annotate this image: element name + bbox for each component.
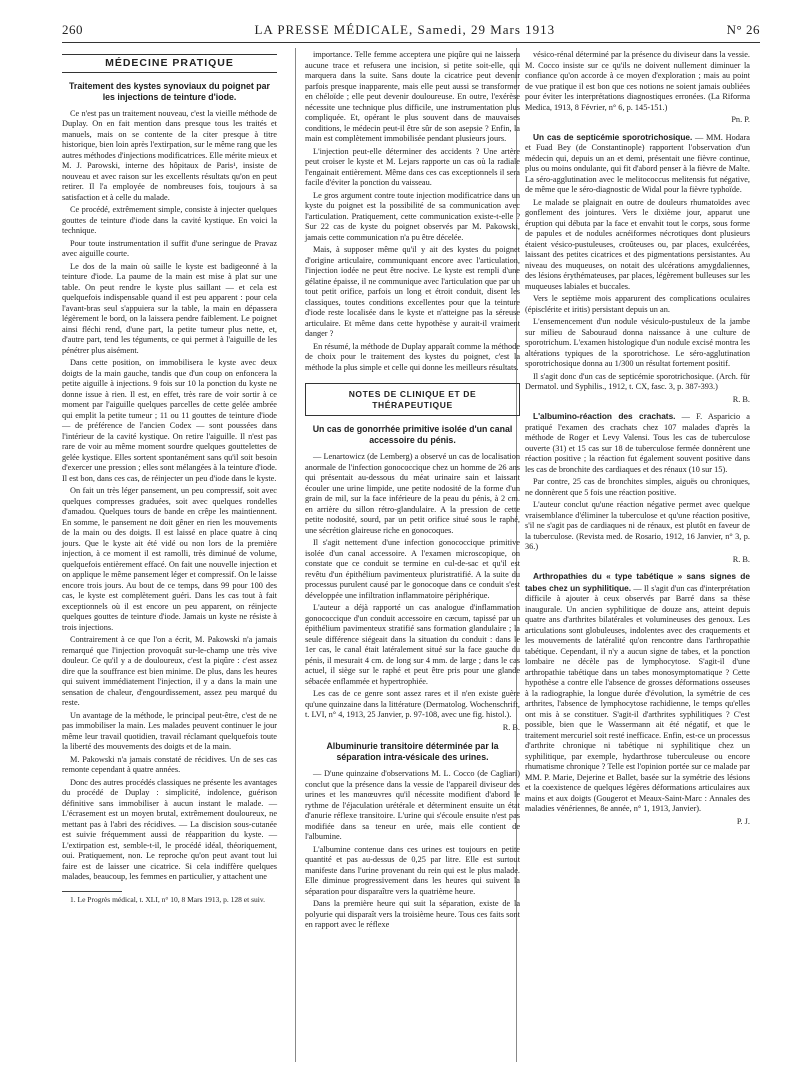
note-body: — MM. Hodara et Fuad Bey (de Constantinople) rapportent l'observation d'un médecin qui, depuis un an et demi, présentait une fièvre continue, plus ou moins ondulante, qui fit d'abord penser à la fièvre de Malte. La séro-agglutination avec le melitococcus melitensis fut négative, de même que le séro-diagnostic de Widal pour la fièvre typhoïde.	[525, 132, 750, 194]
paragraph: L'ensemencement d'un nodule vésiculo-pustuleux de la jambe sur milieu de Sabouraud donna naissance à une culture de sporotrichum. L'examen histologique d'un nodule excisé montra les altérations typiques de la sporotrichose. Le séro-agglutination sporotrichosique donna au 1/300 un résultat fortement positif.	[525, 317, 750, 368]
note-title: Un cas de septicémie sporotrichosique.	[533, 131, 693, 142]
author-signature: R. B.	[732, 554, 750, 564]
running-header	[62, 20, 760, 40]
paragraph: Le gros argument contre toute injection modificatrice dans un kyste du poignet est la possibilité de sa communication avec l'articulation. Pratiquement, cette communication existe-t-elle ? Sur 22 cas de kyste du poignet observés par M. Pakowski, jamais cette communication n'a pu être décelée.	[305, 190, 520, 242]
paragraph: Par contre, 25 cas de bronchites simples, aiguës ou chroniques, ne donnèrent que 5 fois une réaction positive.	[525, 477, 750, 497]
note-title: L'albumino-réaction des crachats.	[533, 411, 676, 421]
note-title: Un cas de gonorrhée primitive isolée d'un canal accessoire du pénis.	[312, 424, 513, 445]
paragraph: Un avantage de la méthode, le principal peut-être, c'est de ne pas immobiliser la main. Les malades peuvent continuer le jour même leur travail quotidien, travail réclamant quelquefois toute la liberté des mouvements des doigts et de la main.	[62, 710, 277, 751]
paragraph: Pour toute instrumentation il suffit d'une seringue de Pravaz avec aiguille courte.	[62, 238, 277, 258]
paragraph: Mais, à supposer même qu'il y ait des kystes du poignet d'origine articulaire, communiquant encore avec l'articulation, l'injection iodée ne peut être nocive. Le kyste est rempli d'une gélatine épaisse, il ne communique avec l'articulation que par un tout petit orifice, parfois un long et étroit conduit, disent les classiques, toutes conditions excellentes pour que la teinture d'iode reste localisée dans le kyste et n'atteigne pas la séreuse articulaire. Et même dans cette hypothèse y aurait-il vraiment danger ?	[305, 245, 520, 338]
footnote-rule	[62, 891, 122, 892]
paragraph: — Lenartowicz (de Lemberg) a observé un cas de localisation anormale de l'infection gonococcique chez un homme de 26 ans qui présentait au-dessous du méat urinaire sain et laissant écouler une urine limpide, une petite nodosité de la forme d'un grain de mil, sur la face inférieure de la peau du pénis, à 2 cm. en arrière du sillon rétro-glandulaire. A la pression de cette petite nodosité, sourd, par un petit orifice situé sous le raphé, une sécrétion glaireuse riche en gonocoques.	[305, 452, 520, 535]
column-3	[525, 50, 750, 833]
paragraph: Le dos de la main où saille le kyste est badigeonné à la teinture d'iode. La paume de la main est mise à plat sur une table. On peut rendre le kyste plus saillant — et cela est quelquefois indispensable quand il est peu apparent : pour cela l'avant-bras seul s'appuiera sur la table, la main en dépassera légèrement le bord, on la laissera pendre faiblement. Le poignet ainsi fléchi rend, d'une part, la petite tumeur plus nette, et, d'autre part, tend les téguments, ce qui permet à l'aiguille de les pénétrer plus aisément.	[62, 261, 277, 355]
column-divider	[295, 48, 296, 1062]
paragraph: En résumé, la méthode de Duplay apparaît comme la méthode de choix pour le traitement des kystes du poignet, c'est la méthode la plus simple et celle qui donne les meilleurs résultats.	[305, 341, 520, 372]
author-signature: R. B.	[732, 394, 750, 404]
note-body: — F. Asparicio a pratiqué l'examen des crachats chez 107 malades d'après la méthode de Roger et Levy Valensi. Tous les cas de tuberculose ouverte (31) et 15 cas sur 18 de tuberculose fermée donnèrent une réaction positive ; la réaction fut également souvent positive dans les cas de bronchite des cardiaques et des rénaux (10 sur 15).	[525, 412, 750, 474]
column-1	[62, 50, 277, 906]
issue-number: N° 26	[726, 22, 760, 37]
author-signature: P. J.	[736, 816, 750, 826]
paragraph: vésico-rénal déterminé par la présence du diviseur dans la vessie. M. Cocco insiste sur ce qu'ils ne doivent nullement diminuer la confiance qu'on accorde à ce moyen d'exploration ; mais au point de vue pratique il est bon que ces notions ne soient jamais oubliées pour éviter les interprétations diagnostiques erronées. (La Riforma Medica, 1913, 8 Février, n° 6, p. 145-151.)	[525, 50, 750, 112]
paragraph: Le malade se plaignait en outre de douleurs rhumatoïdes avec gonflement des jointures. Vers le dixième jour, apparut une éruption qui débuta par la face et envahit tout le corps, sous forme de papules et de nodules acnéiformes nécrotiques dont plusieurs étaient vésico-pustuleuses, croûteuses ou, par places, exulcérées, laissant des petites cicatrices et des pigmentations persistantes. Au niveau des muqueuses, on notait des ulcérations amygdaliennes, des lésions érythémateuses, par places, légèrement bulleuses sur les muqueuses labiales et buccales.	[525, 197, 750, 291]
paragraph: L'auteur a déjà rapporté un cas analogue d'inflammation gonococcique d'un conduit accessoire en cæcum, tapissé par un épithélium pavimenteux stratifié sans formation glandulaire ; la seule différence siégeait dans la situation du conduit : dans le 1er cas, le canal était latéralement situé sur la face gauche du pénis, il mesurait 4 cm. de long sur 4 mm. de large ; dans le cas actuel, il siège sur le raphé et peut être pris pour une glande sébacée enflammée et hypertrophiée.	[305, 603, 520, 686]
paragraph: On fait un très léger pansement, un peu compressif, soit avec quelques compresses graduées, soit avec quelques rondelles d'amadou. Quelques tours de bande en crêpe les maintiennent. En somme, le pansement ne doit gêner en rien les mouvements de la main ou des doigts. Il est laissé en place quatre à cinq jours. Que le kyste ait été vidé ou non lors de la première injection, à ce moment il est ramolli, très diminué de volume, quelquefois entièrement effacé. On fait une nouvelle injection et on applique le même pansement léger et compressif. On le laisse encore trois jours. Au bout de ce temps, dans 99 pour 100 des cas, le kyste est complètement guéri. Dans les cas tout à fait exceptionnels où il est encore un peu apparent, on réinjecte quelques gouttes de teinture d'iode. Jamais un kyste ne résiste à trois injections.	[62, 486, 277, 632]
paragraph: Dans la première heure qui suit la séparation, existe de la polyurie qui disparaît vers la troisième heure. Tous ces faits sont en rapport avec le réflexe	[305, 899, 520, 929]
paragraph: Ce procédé, extrêmement simple, consiste à injecter quelques gouttes de teinture d'iode dans la cavité kystique. En voici la technique.	[62, 205, 277, 235]
article-title: Traitement des kystes synoviaux du poignet par les injections de teinture d'iode.	[69, 80, 270, 102]
paragraph: L'albumine contenue dans ces urines est toujours en petite quantité et pas au-dessus de 0,25 par litre. Elle est surtout manifeste dans l'urine provenant du rein qui est le plus malade. Elle diminue progressivement dans les heures qui suivent la séparation pour disparaître vers la quatrième heure.	[305, 844, 520, 896]
author-signature: Pn. P.	[731, 115, 750, 124]
paragraph: Vers le septième mois apparurent des complications oculaires (épisclérite et iritis) persistant depuis un an.	[525, 294, 750, 314]
note-title: Albuminurie transitoire déterminée par la séparation intra-vésicale des urines.	[326, 741, 499, 762]
paragraph: importance. Telle femme acceptera une piqûre qui ne laissera aucune trace et refusera une incision, si petite soit-elle, qui marquera dans la suite. Sans doute la cicatrice peut devenir parfois presque inapparente, mais elle peut aussi se transformer en chéloïde ; elle peut devenir douloureuse. En outre, l'exérèse nécessite une technique plus difficile, une instrumentation plus compliquée. Et, opérant le plus souvent dans de mauvaises conditions, le médecin peut-il être sûr de son asepsie ? Enfin, la main est complètement immobilisée pendant plusieurs jours.	[305, 50, 520, 143]
paragraph: Les cas de ce genre sont assez rares et il n'en existe guère qu'une quinzaine dans la littérature (Dermatolog. Wochenschrift, t. LVI, n° 4, 1913, 25 Janvier, p. 97-108, avec une fig. histol.).	[305, 689, 520, 719]
paragraph: Il s'agit nettement d'une infection gonococcique primitive isolée d'un canal accessoire. A l'examen microscopique, on constate que ce conduit se termine en cul-de-sac et qu'il est revêtu d'un épithélium pavimenteux pluristratifié. A la suite du processus purulent causé par le gonocoque dans ce conduit s'est développée une infiltration inflammatoire périphérique.	[305, 538, 520, 600]
paragraph: Donc des autres procédés classiques ne présente les avantages du procédé de Duplay : simplicité, indolence, guérison définitive sans immobiliser à aucun instant le malade. — L'écrasement est un moyen brutal, extrêmement douloureux, ne mettant pas à l'abri des récidives. — La discision sous-cutanée est suivie fréquemment aussi de réapparition du kyste. — L'extirpation est, semble-t-il, le procédé idéal, théoriquement, oui. Pratiquement, non. Le reproche qu'on peut avant tout lui faire est de laisser une cicatrice. Si cela indiffère quelques malades, beaucoup, les femmes en particulier, y attachent une	[62, 777, 277, 881]
note-title: Arthropathies du « type tabétique » sans signes de tabes chez un syphilitique.	[525, 571, 750, 593]
header-rule	[62, 42, 760, 43]
paragraph: Dans cette position, on immobilisera le kyste avec deux doigts de la main gauche, tandis que d'un coup on enfoncera la petite aiguille à injections. 9 fois sur 10 la ponction du kyste ne donne issue à rien. Il est, en effet, très rare de voir sortir à ce moment par l'aiguille quelques parcelles de cette gelée ambrée qui emplit la petite tumeur ; 11 ou 11 gouttes de teinture d'iode — de préférence de l'ancien Codex — sont poussées dans l'intérieur de la cavité kystique. On retire l'aiguille. Il n'est pas rare de voir au même moment sourdre quelques gouttelettes de gelée kystique. Elles sortent spontanément sans qu'il soit besoin d'exercer une pression ; elles sont mélangées à la teinture d'iode. Il est bon, dans ces cas, de réinjecter un peu d'iode dans le kyste.	[62, 358, 277, 483]
paragraph: Contrairement à ce que l'on a écrit, M. Pakowski n'a jamais remarqué que l'injection provoquât sur-le-champ une très vive douleur. Ce qu'il y a de douloureux, c'est la piqûre : c'est assez dire que la souffrance est bien minime. De plus, dans les heures qui suivent immédiatement l'injection, il y a dans la main une sensation de chaleur, d'engourdissement, assez peu marqué du reste.	[62, 635, 277, 707]
journal-title: LA PRESSE MÉDICALE, Samedi, 29 Mars 1913	[254, 22, 556, 37]
paragraph: L'injection peut-elle déterminer des accidents ? Une artère peut croiser le kyste et M. Lejars rapporte un cas où la radiale l'engainait entièrement. Même dans ces cas exceptionnels il sera facile d'éviter la ponction du vaisseau.	[305, 146, 520, 187]
paragraph: — D'une quinzaine d'observations M. L. Cocco (de Cagliari) conclut que la présence dans la vessie de l'appareil diviseur des urines et les manœuvres qu'il nécessite modifient d'abord le rythme de l'éjaculation urétérale et déterminent ensuite un état d'anurie réflexe transitoire. L'urine qui s'écoule ensuite n'est pas modifiée dans sa teneur en urée, mais elle contient de l'albumine.	[305, 769, 520, 841]
paragraph: Il s'agit donc d'un cas de septicémie sporotrichosique. (Arch. für Dermatol. und Syphilis., 1912, t. CX, fasc. 3, p. 387-393.)	[525, 371, 750, 391]
section-heading: MÉDECINE PRATIQUE	[62, 54, 277, 73]
page-number: 260	[62, 22, 83, 37]
notes-section-band: NOTES DE CLINIQUE ET DE THÉRAPEUTIQUE	[305, 383, 520, 416]
column-2	[305, 50, 520, 933]
author-signature: R. B.	[502, 722, 520, 732]
paragraph: L'auteur conclut qu'une réaction négative permet avec quelque vraisemblance d'éliminer la tuberculose et qu'une réaction positive, s'il ne s'agit pas de cardiaques ni de rénaux, est plutôt en faveur de la tuberculose. (Revista med. de Rosario, 1912, 16 Janvier, n° 3, p. 36.)	[525, 500, 750, 551]
note-body: — Il s'agit d'un cas d'interprétation difficile à ajouter à ceux observés par Barré dans sa thèse inaugurale. Un ancien syphilitique de douze ans, atteint depuis quatre ans d'arthrites bilatérales et volumineuses des genoux. Les articulations sont globuleuses, indolentes avec des craquements et les mouvements de latéralité qu'on rencontre dans l'arthropathie tabétique. Cependant, il n'y a aucun signe de tabes, et la ponction lombaire ne décèle pas de lymphocytose. S'agit-il d'une arthropathie tabétique dans un tabes monosymptomatique ? Cette hypothèse a contre elle l'absence de grosses déformations osseuses à la radiographie, la longue durée d'évolution, la symétrie de ces arthrites, l'absence de lymphocytose rachidienne, le temps qu'elles ont mis à se constituer. S'agit-il d'arthrites syphilitiques ? C'est possible, bien que le Wassermann ait été négatif, et que le traitement mercuriel soit resté inefficace. Enfin, est-ce un processus d'arthrite chronique ni tabétique ni syphilitique chez un syphilitique, par exemple, hydarthrose tuberculeuse ou encore rhumatisme chronique ? Telle est l'opinion portée sur ce malade par MM. P. Marie, Dejerine et Ballet, basée sur la symétrie des lésions et la coexistence de quelques légères déformations articulaires aux mains et aux doigts (Gougerot et Meaux-Saint-Marc : Annales des maladies vénériennes, 8e année, n° 1, 1913, Janvier).	[525, 583, 750, 813]
paragraph: Ce n'est pas un traitement nouveau, c'est la vieille méthode de Duplay. On en fait mention dans presque tous les traités et manuels, mais on se contente de la citer presque à titre historique, bien loin après l'extirpation, sur le même rang que les autres méthodes d'injections modificatrices. Elle mérite mieux et M. J. Parowski, interne des hôpitaux de Paris¹, insiste de nouveau et avec raison sur les excellents résultats qu'on en peut retirer. Il l'a employée de nombreuses fois, toujours à sa satisfaction et à celle du malade.	[62, 108, 277, 202]
paragraph: M. Pakowski n'a jamais constaté de récidives. Un de ses cas remonte cependant à quatre années.	[62, 754, 277, 774]
footnote: 1. Le Progrès médical, t. XLI, n° 10, 8 Mars 1913, p. 128 et suiv.	[70, 894, 265, 904]
